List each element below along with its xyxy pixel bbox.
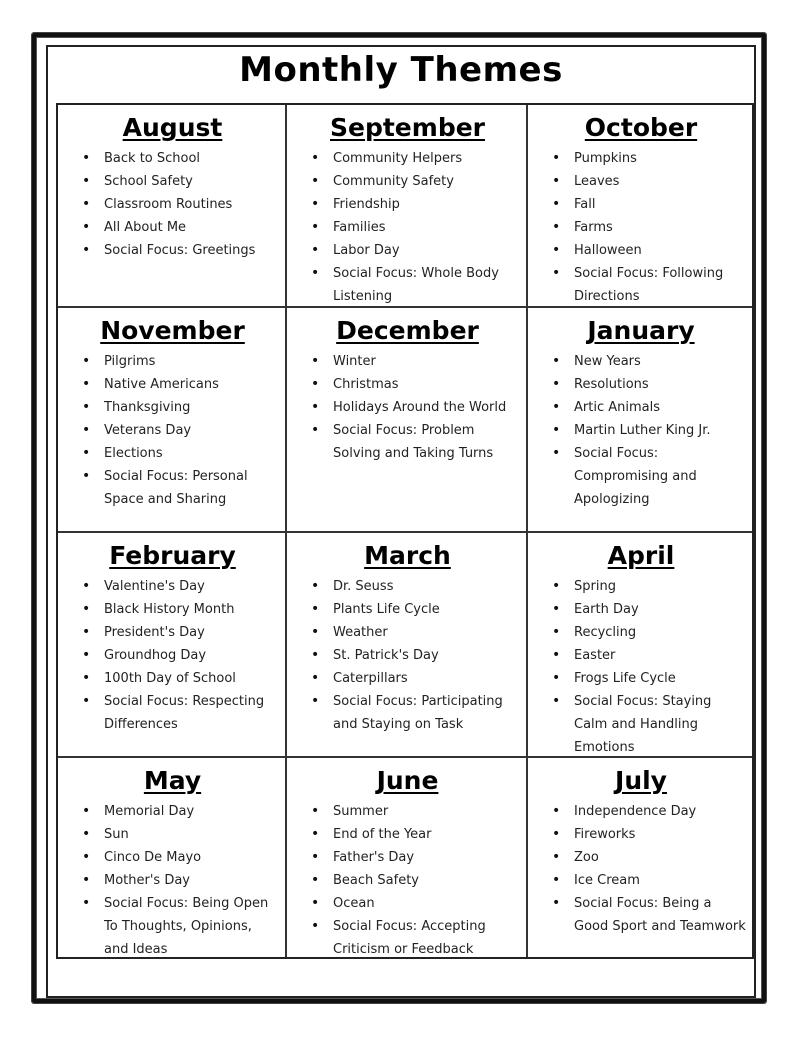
theme-item: • Christmas: [311, 373, 520, 396]
theme-item: • Social Focus: Staying Calm and Handling Emotions: [552, 690, 746, 758]
month-cell-may: [58, 758, 287, 957]
theme-list: [536, 575, 746, 758]
theme-item: • Ice Cream: [552, 869, 746, 892]
theme-item: • Groundhog Day: [82, 644, 279, 667]
theme-item: • Memorial Day: [82, 800, 279, 823]
month-cell-november: [58, 308, 287, 533]
theme-item: • Thanksgiving: [82, 396, 279, 419]
theme-item: • Earth Day: [552, 598, 746, 621]
month-heading: August: [122, 113, 223, 142]
theme-item: • Social Focus: Greetings: [82, 239, 279, 262]
theme-item: • Social Focus: Respecting Differences: [82, 690, 279, 736]
theme-item: • Martin Luther King Jr.: [552, 419, 746, 442]
theme-item: • Social Focus: Following Directions: [552, 262, 746, 308]
theme-list: [295, 147, 520, 308]
month-cell-september: [287, 105, 528, 308]
theme-item: • President's Day: [82, 621, 279, 644]
theme-item: • Pumpkins: [552, 147, 746, 170]
theme-item: • Social Focus: Whole Body Listening: [311, 262, 520, 308]
theme-item: • Social Focus: Being a Good Sport and Teamwork: [552, 892, 746, 938]
month-grid: [56, 103, 754, 959]
theme-list: [295, 575, 520, 736]
theme-item: • Father's Day: [311, 846, 520, 869]
theme-item: • Elections: [82, 442, 279, 465]
theme-list: [536, 350, 746, 511]
theme-item: • Halloween: [552, 239, 746, 262]
theme-item: • Cinco De Mayo: [82, 846, 279, 869]
theme-list: [66, 350, 279, 511]
theme-item: • Weather: [311, 621, 520, 644]
month-heading: July: [615, 766, 667, 795]
month-cell-april: [528, 533, 752, 758]
month-heading: May: [143, 766, 202, 795]
theme-item: • Social Focus: Being Open To Thoughts, Opinions, and Ideas: [82, 892, 279, 957]
theme-item: • Ocean: [311, 892, 520, 915]
theme-item: • End of the Year: [311, 823, 520, 846]
theme-item: • Black History Month: [82, 598, 279, 621]
theme-item: • Labor Day: [311, 239, 520, 262]
theme-item: • Sun: [82, 823, 279, 846]
theme-list: [66, 800, 279, 957]
theme-item: • Mother's Day: [82, 869, 279, 892]
theme-item: • Families: [311, 216, 520, 239]
theme-item: • Resolutions: [552, 373, 746, 396]
theme-item: • Fireworks: [552, 823, 746, 846]
theme-item: • Holidays Around the World: [311, 396, 520, 419]
theme-item: • Independence Day: [552, 800, 746, 823]
theme-item: • Social Focus: Accepting Criticism or Feedback: [311, 915, 520, 957]
month-heading: April: [607, 541, 675, 570]
month-cell-october: [528, 105, 752, 308]
month-heading: March: [364, 541, 451, 570]
theme-item: • Recycling: [552, 621, 746, 644]
theme-item: • Social Focus: Compromising and Apologizing: [552, 442, 746, 511]
theme-item: • Pilgrims: [82, 350, 279, 373]
theme-item: • Back to School: [82, 147, 279, 170]
theme-list: [295, 800, 520, 957]
theme-item: • Winter: [311, 350, 520, 373]
month-cell-august: [58, 105, 287, 308]
month-heading: February: [109, 541, 236, 570]
theme-item: • Valentine's Day: [82, 575, 279, 598]
theme-item: • All About Me: [82, 216, 279, 239]
theme-list: [66, 575, 279, 736]
theme-list: [66, 147, 279, 262]
theme-list: [295, 350, 520, 465]
theme-item: • Artic Animals: [552, 396, 746, 419]
month-heading: January: [587, 316, 695, 345]
month-cell-march: [287, 533, 528, 758]
theme-item: • Leaves: [552, 170, 746, 193]
theme-item: • Easter: [552, 644, 746, 667]
theme-item: • Zoo: [552, 846, 746, 869]
month-heading: October: [584, 113, 698, 142]
theme-item: • Fall: [552, 193, 746, 216]
theme-item: • Social Focus: Personal Space and Sharing: [82, 465, 279, 511]
month-heading: September: [330, 113, 485, 142]
theme-item: • New Years: [552, 350, 746, 373]
theme-item: • Frogs Life Cycle: [552, 667, 746, 690]
theme-item: • Native Americans: [82, 373, 279, 396]
theme-item: • 100th Day of School: [82, 667, 279, 690]
month-heading: December: [336, 316, 479, 345]
theme-item: • School Safety: [82, 170, 279, 193]
month-cell-july: [528, 758, 752, 957]
theme-item: • Summer: [311, 800, 520, 823]
theme-item: • Spring: [552, 575, 746, 598]
theme-item: • Community Helpers: [311, 147, 520, 170]
month-heading: November: [100, 316, 245, 345]
theme-item: • Beach Safety: [311, 869, 520, 892]
theme-item: • Veterans Day: [82, 419, 279, 442]
theme-list: [536, 147, 746, 308]
theme-item: • Farms: [552, 216, 746, 239]
theme-item: • Social Focus: Problem Solving and Taking Turns: [311, 419, 520, 465]
month-heading: June: [376, 766, 439, 795]
theme-item: • Dr. Seuss: [311, 575, 520, 598]
month-cell-january: [528, 308, 752, 533]
theme-item: • Plants Life Cycle: [311, 598, 520, 621]
theme-item: • Friendship: [311, 193, 520, 216]
theme-item: • Community Safety: [311, 170, 520, 193]
theme-item: • Social Focus: Participating and Staying on Task: [311, 690, 520, 736]
theme-item: • Caterpillars: [311, 667, 520, 690]
month-cell-december: [287, 308, 528, 533]
page-title: Monthly Themes: [239, 50, 563, 90]
theme-list: [536, 800, 746, 938]
month-cell-february: [58, 533, 287, 758]
theme-item: • St. Patrick's Day: [311, 644, 520, 667]
month-cell-june: [287, 758, 528, 957]
theme-item: • Classroom Routines: [82, 193, 279, 216]
